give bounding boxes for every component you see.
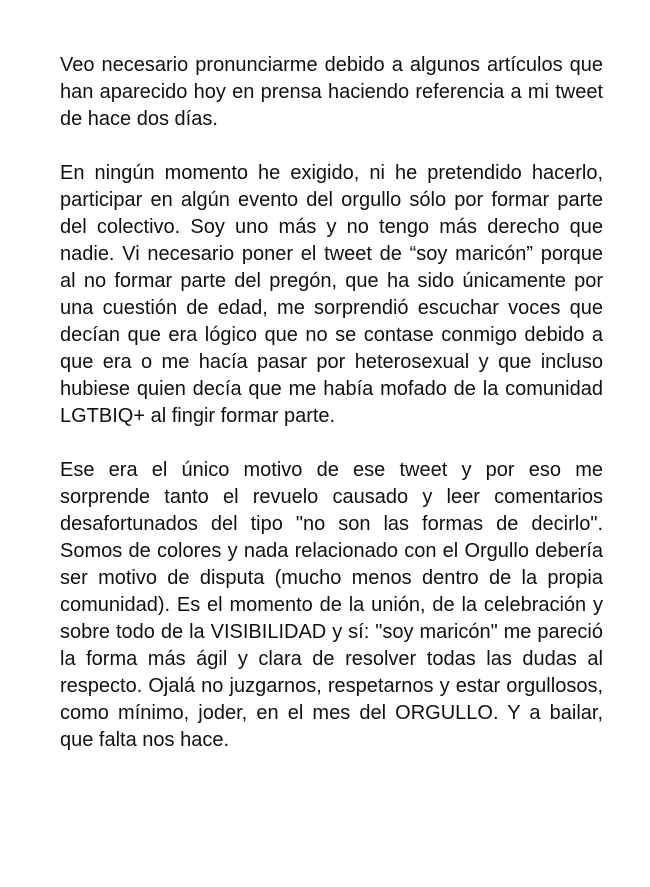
statement-document <box>60 52 603 754</box>
paragraph-1: Veo necesario pronunciarme debido a algunos artículos que han aparecido hoy en prensa haciendo referencia a mi tweet de hace dos días. <box>60 54 603 130</box>
paragraph-2: En ningún momento he exigido, ni he pretendido hacerlo, participar en algún evento del orgullo sólo por formar parte del colectivo. Soy uno más y no tengo más derecho que nadie. Vi necesario poner el tweet de “soy maricón” porque al no formar parte del pregón, que ha sido únicamente por una cuestión de edad, me sorprendió escuchar voces que decían que era lógico que no se contase conmigo debido a que era o me hacía pasar por heterosexual y que incluso hubiese quien decía que me había mofado de la comunidad LGTBIQ+ al fingir formar parte. <box>60 162 603 427</box>
paragraph-3: Ese era el único motivo de ese tweet y por eso me sorprende tanto el revuelo causado y leer comentarios desafortunados del tipo "no son las formas de decirlo". Somos de colores y nada relacionado con el Orgullo debería ser motivo de disputa (mucho menos dentro de la propia comunidad). Es el momento de la unión, de la celebración y sobre todo de la VISIBILIDAD y sí: "soy maricón" me pareció la forma más ágil y clara de resolver todas las dudas al respecto. Ojalá no juzgarnos, respetarnos y estar orgullosos, como mínimo, joder, en el mes del ORGULLO. Y a bailar, que falta nos hace. <box>60 459 603 751</box>
